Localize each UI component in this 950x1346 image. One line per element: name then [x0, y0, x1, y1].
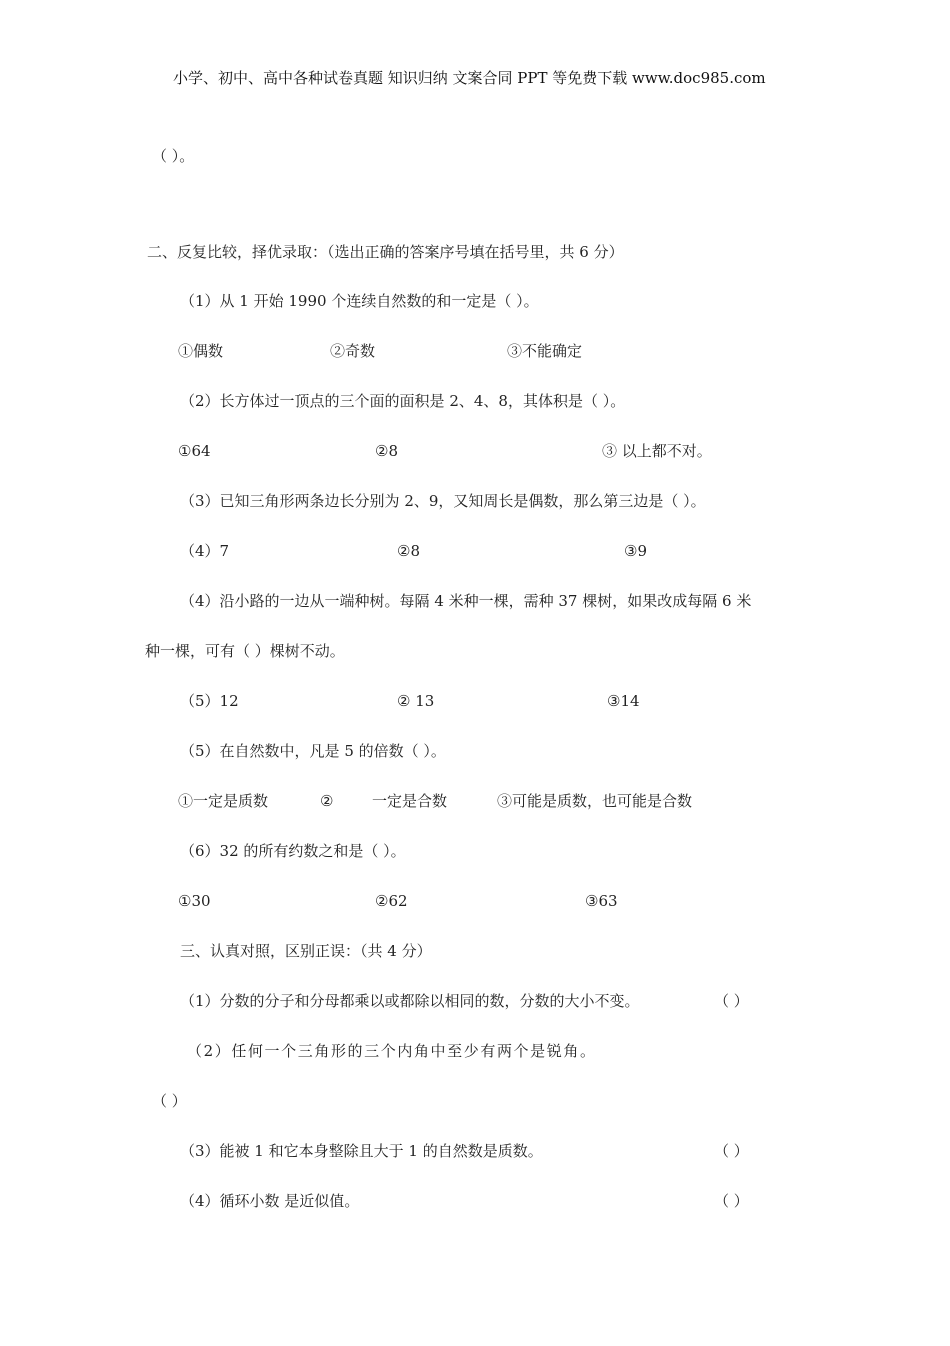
q1-option-3: ③不能确定: [507, 342, 583, 360]
question-1: （1）从 1 开始 1990 个连续自然数的和一定是（ ）。: [180, 292, 539, 310]
q4-option-2: ② 13: [397, 692, 435, 710]
section-2-title: 二、反复比较，择优录取：（选出正确的答案序号填在括号里，共 6 分）: [147, 243, 624, 261]
question-3: （3）已知三角形两条边长分别为 2、9，又知周长是偶数，那么第三边是（ ）。: [180, 492, 706, 510]
judgement-3-blank: （ ）: [714, 1142, 749, 1160]
answer-blank: （ ）。: [152, 147, 195, 165]
section-3-title: 三、认真对照，区别正误：（共 4 分）: [180, 942, 432, 960]
q6-option-1: ①30: [178, 892, 211, 910]
q2-option-1: ①64: [178, 442, 211, 460]
judgement-4: （4）循环小数 是近似值。: [180, 1192, 360, 1210]
judgement-3: （3）能被 1 和它本身整除且大于 1 的自然数是质数。: [180, 1142, 543, 1160]
q3-option-2: ②8: [397, 542, 420, 560]
question-2: （2）长方体过一顶点的三个面的面积是 2、4、8，其体积是（ ）。: [180, 392, 626, 410]
judgement-4-blank: （ ）: [714, 1192, 749, 1210]
judgement-1: （1）分数的分子和分母都乘以或都除以相同的数，分数的大小不变。: [180, 992, 640, 1010]
q2-option-2: ②8: [375, 442, 398, 460]
question-6: （6）32 的所有约数之和是（ ）。: [180, 842, 406, 860]
judgement-2-blank: （ ）: [152, 1092, 187, 1110]
q5-option-3: ③可能是质数，也可能是合数: [497, 792, 693, 810]
q6-option-2: ②62: [375, 892, 408, 910]
q5-option-2-marker: ②: [320, 792, 334, 810]
judgement-1-blank: （ ）: [714, 992, 749, 1010]
question-5: （5）在自然数中，凡是 5 的倍数（ ）。: [180, 742, 446, 760]
question-4-line-1: （4）沿小路的一边从一端种树。每隔 4 米种一棵，需种 37 棵树，如果改成每隔 6 米: [180, 592, 752, 610]
q1-option-1: ①偶数: [178, 342, 224, 360]
page-header: 小学、初中、高中各种试卷真题 知识归纳 文案合同 PPT 等免费下载 www.doc985.com: [173, 69, 766, 87]
q3-option-1: （4）7: [180, 542, 230, 560]
q1-option-2: ②奇数: [330, 342, 376, 360]
judgement-2: （2）任何一个三角形的三个内角中至少有两个是锐角。: [187, 1042, 597, 1060]
q4-option-1: （5）12: [180, 692, 239, 710]
q2-option-3: ③ 以上都不对。: [602, 442, 712, 460]
q4-option-3: ③14: [607, 692, 640, 710]
question-4-line-2: 种一棵，可有（ ）棵树不动。: [145, 642, 345, 660]
q5-option-2: 一定是合数: [372, 792, 448, 810]
q6-option-3: ③63: [585, 892, 618, 910]
q3-option-3: ③9: [624, 542, 647, 560]
q5-option-1: ①一定是质数: [178, 792, 269, 810]
